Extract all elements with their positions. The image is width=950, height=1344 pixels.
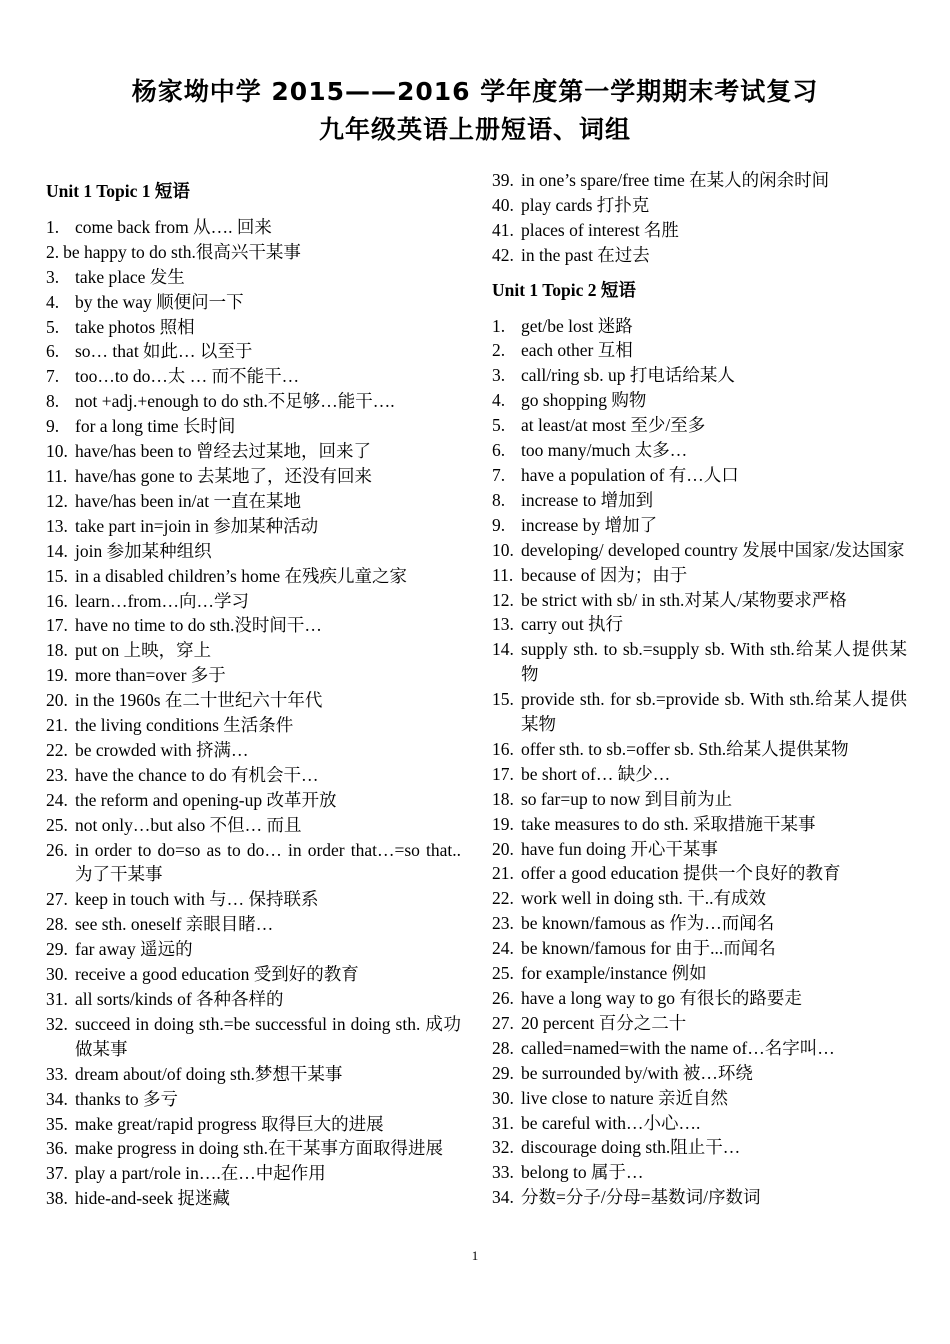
item-text: call/ring sb. up 打电话给某人 [521, 365, 735, 386]
item-number: 4. [492, 390, 506, 411]
item-number: 12. [46, 490, 68, 511]
item-number: 32. [492, 1137, 514, 1158]
list-item [46, 763, 461, 788]
item-text: so… that 如此… 以至于 [75, 341, 253, 362]
item-number: 13. [46, 515, 68, 536]
item-text: have/has been to 曾经去过某地，回来了 [75, 441, 371, 462]
item-number: 21. [492, 863, 514, 884]
item-number: 20. [46, 690, 68, 711]
list-item [492, 687, 907, 737]
item-text: for example/instance 例如 [521, 963, 707, 984]
item-number: 30. [46, 964, 68, 985]
document-title: 杨家坳中学 2015——2016 学年度第一学期期末考试复习 [131, 77, 819, 106]
item-text: work well in doing sth. 干..有成效 [521, 888, 766, 909]
item-text: hide-and-seek 捉迷藏 [75, 1188, 231, 1209]
item-text: take part in=join in 参加某种活动 [75, 515, 319, 536]
list-item [46, 1136, 461, 1161]
list-item [46, 265, 461, 290]
item-text: be strict with sb/ in sth.对某人/某物要求严格 [521, 589, 847, 610]
item-text: play a part/role in….在…中起作用 [75, 1163, 326, 1184]
right-column [492, 168, 907, 1210]
list-item [492, 837, 907, 862]
item-number: 21. [46, 715, 68, 736]
item-text: supply sth. to sb.=supply sb. With sth.给某人提供某物 [521, 639, 907, 685]
item-number: 18. [492, 788, 514, 809]
list-item [46, 564, 461, 589]
list-item [492, 637, 907, 687]
item-text: for a long time 长时间 [75, 416, 236, 437]
item-number: 9. [492, 514, 506, 535]
list-item [492, 737, 907, 762]
item-text: offer a good education 提供一个良好的教育 [521, 863, 841, 884]
list-item [492, 762, 907, 787]
item-number: 18. [46, 640, 68, 661]
item-number: 3. [492, 365, 506, 386]
item-number: 41. [492, 219, 514, 240]
list-item [492, 1036, 907, 1061]
list-item [492, 218, 907, 243]
item-text: have fun doing 开心干某事 [521, 838, 718, 859]
item-number: 4. [46, 291, 60, 312]
item-text: be crowded with 挤满… [75, 739, 249, 760]
item-text: get/be lost 迷路 [521, 315, 633, 336]
phrase-list-topic1-continued [492, 168, 907, 268]
item-text: 分数=分子/分母=基数词/序数词 [521, 1187, 761, 1208]
item-text: thanks to 多亏 [75, 1088, 179, 1109]
item-number: 23. [46, 764, 68, 785]
list-item [492, 388, 907, 413]
item-text: take photos 照相 [75, 316, 195, 337]
item-text: too many/much 太多… [521, 440, 688, 461]
item-text: the living conditions 生活条件 [75, 715, 294, 736]
item-number: 15. [492, 689, 514, 710]
list-item [492, 1011, 907, 1036]
list-item [492, 986, 907, 1011]
item-number: 29. [492, 1062, 514, 1083]
item-number: 33. [492, 1162, 514, 1183]
section-heading-unit1-topic1: Unit 1 Topic 1 短语 [46, 181, 190, 201]
item-number: 11. [46, 465, 68, 486]
item-number: 19. [492, 813, 514, 834]
item-text: learn…from…向…学习 [75, 590, 249, 611]
item-number: 31. [46, 989, 68, 1009]
list-item [492, 314, 907, 339]
item-number: 33. [46, 1063, 68, 1084]
item-number: 27. [46, 889, 68, 910]
list-item [46, 215, 461, 240]
item-text: be short of… 缺少… [521, 763, 671, 784]
item-number: 3. [46, 266, 60, 287]
item-text: not +adj.+enough to do sth.不足够…能干…. [75, 391, 395, 412]
list-item [46, 589, 461, 614]
list-item [46, 315, 461, 340]
item-text: places of interest 名胜 [521, 219, 679, 240]
item-number: 2. [492, 340, 506, 361]
item-text: discourage doing sth.阻止干… [521, 1137, 741, 1158]
item-number: 1. [492, 315, 506, 336]
list-item [492, 812, 907, 837]
item-number: 10. [492, 539, 514, 560]
list-item [492, 861, 907, 886]
item-number: 7. [46, 366, 60, 387]
list-item [492, 588, 907, 613]
item-text: dream about/of doing sth.梦想干某事 [75, 1063, 343, 1084]
list-item [492, 363, 907, 388]
document-subtitle: 九年级英语上册短语、词组 [318, 115, 631, 144]
item-number: 5. [492, 415, 506, 436]
item-number: 8. [46, 391, 60, 412]
item-text: receive a good education 受到好的教育 [75, 964, 359, 985]
item-number: 42. [492, 244, 514, 265]
list-item [46, 987, 461, 1012]
item-text: far away 遥远的 [75, 939, 193, 960]
item-number: 28. [492, 1037, 514, 1058]
list-item [492, 1061, 907, 1086]
list-item [492, 488, 907, 513]
item-text: put on 上映，穿上 [75, 640, 212, 661]
item-text: so far=up to now 到目前为止 [521, 788, 733, 809]
item-number: 39. [492, 170, 514, 190]
list-item [492, 1160, 907, 1185]
item-number: 14. [46, 540, 68, 561]
list-item [46, 937, 461, 962]
item-text: make great/rapid progress 取得巨大的进展 [75, 1113, 384, 1134]
item-number: 8. [492, 489, 506, 510]
item-number: 24. [492, 938, 514, 959]
item-text: be happy to do sth.很高兴干某事 [63, 241, 301, 262]
list-item [46, 838, 461, 888]
item-text: take measures to do sth. 采取措施干某事 [521, 813, 816, 834]
list-item [46, 788, 461, 813]
item-text: in the past 在过去 [521, 244, 650, 265]
list-item [46, 962, 461, 987]
list-item [46, 613, 461, 638]
item-number: 14. [492, 639, 514, 660]
item-number: 24. [46, 789, 68, 810]
item-text: be known/famous for 由于...而闻名 [521, 938, 776, 959]
list-item [46, 339, 461, 364]
item-text: have/has been in/at 一直在某地 [75, 490, 301, 511]
item-number: 34. [46, 1088, 68, 1109]
list-item [46, 663, 461, 688]
item-text: in the 1960s 在二十世纪六十年代 [75, 690, 323, 711]
item-text: be surrounded by/with 被…环绕 [521, 1062, 753, 1083]
item-text: succeed in doing sth.=be successful in doing sth. 成功做某事 [75, 1013, 461, 1059]
list-item [46, 1087, 461, 1112]
item-number: 26. [46, 839, 68, 860]
section-heading-unit1-topic2: Unit 1 Topic 2 短语 [492, 279, 636, 300]
list-item [492, 193, 907, 218]
item-number: 35. [46, 1113, 68, 1134]
item-text: provide sth. for sb.=provide sb. With sth.给某人提供某物 [521, 689, 907, 735]
item-text: in order to do=so as to do… in order that…=so that..为了干某事 [75, 839, 461, 885]
item-number: 19. [46, 665, 68, 686]
list-item [46, 539, 461, 564]
item-text: have a long way to go 有很长的路要走 [521, 988, 802, 1008]
item-number: 6. [492, 440, 506, 461]
item-text: by the way 顺便问一下 [75, 291, 244, 312]
list-item [492, 513, 907, 538]
item-text: have/has gone to 去某地了，还没有回来 [75, 465, 372, 486]
item-number: 7. [492, 464, 506, 485]
list-item [492, 911, 907, 936]
item-number: 16. [46, 590, 68, 611]
item-text: because of 因为；由于 [521, 564, 688, 585]
list-item [46, 514, 461, 539]
item-text: belong to 属于… [521, 1162, 644, 1183]
item-number: 29. [46, 939, 68, 960]
list-item [492, 1135, 907, 1160]
item-number: 17. [46, 615, 68, 636]
item-number: 37. [46, 1163, 68, 1184]
item-number: 25. [46, 814, 68, 835]
item-number: 38. [46, 1188, 68, 1209]
list-item [46, 464, 461, 489]
item-text: too…to do…太 … 而不能干… [75, 366, 300, 387]
list-item [46, 1186, 461, 1211]
item-number: 9. [46, 416, 60, 437]
item-text: live close to nature 亲近自然 [521, 1087, 729, 1108]
item-number: 28. [46, 914, 68, 935]
item-text: carry out 执行 [521, 614, 624, 635]
item-text: make progress in doing sth.在干某事方面取得进展 [75, 1138, 443, 1159]
list-item [492, 338, 907, 363]
list-item [492, 1111, 907, 1136]
item-text: increase to 增加到 [521, 489, 654, 510]
list-item [46, 1161, 461, 1186]
list-item [492, 243, 907, 268]
item-number: 22. [492, 888, 514, 909]
item-text: be known/famous as 作为…而闻名 [521, 913, 775, 934]
list-item [46, 713, 461, 738]
list-item [492, 961, 907, 986]
item-text: 20 percent 百分之二十 [521, 1012, 687, 1033]
item-text: in one’s spare/free time 在某人的闲余时间 [521, 170, 830, 190]
list-item [492, 563, 907, 588]
item-text: called=named=with the name of…名字叫… [521, 1037, 835, 1058]
item-number: 15. [46, 565, 68, 586]
phrase-list-topic1 [46, 215, 461, 1211]
list-item [46, 638, 461, 663]
item-number: 20. [492, 838, 514, 859]
list-item [46, 813, 461, 838]
item-text: join 参加某种组织 [75, 540, 212, 561]
item-text: come back from 从…. 回来 [75, 216, 272, 237]
item-text: in a disabled children’s home 在残疾儿童之家 [75, 565, 407, 586]
item-text: see sth. oneself 亲眼目睹… [75, 914, 274, 935]
item-number: 31. [492, 1112, 514, 1133]
item-text: take place 发生 [75, 266, 185, 287]
item-number: 36. [46, 1138, 68, 1159]
list-item [492, 538, 907, 563]
list-item [46, 439, 461, 464]
phrase-list-topic2 [492, 314, 907, 1211]
item-number: 12. [492, 589, 514, 610]
item-text: not only…but also 不但… 而且 [75, 814, 302, 835]
list-item [492, 168, 907, 193]
item-number: 16. [492, 738, 514, 759]
item-number: 10. [46, 441, 68, 462]
item-number: 23. [492, 913, 514, 934]
item-text: go shopping 购物 [521, 390, 647, 411]
item-number: 13. [492, 614, 514, 635]
item-number: 22. [46, 739, 68, 760]
list-item [46, 912, 461, 937]
item-number: 32. [46, 1013, 68, 1034]
list-item [46, 688, 461, 713]
list-item [46, 887, 461, 912]
list-item [46, 738, 461, 763]
left-column [46, 168, 461, 1211]
list-item [46, 1012, 461, 1062]
list-item [46, 489, 461, 514]
item-text: have no time to do sth.没时间干… [75, 615, 322, 636]
list-item [492, 1086, 907, 1111]
list-item [46, 414, 461, 439]
item-text: have the chance to do 有机会干… [75, 764, 319, 785]
item-number: 2. [46, 241, 60, 262]
item-text: at least/at most 至少/至多 [521, 415, 706, 436]
list-item [492, 612, 907, 637]
item-text: be careful with…小心…. [521, 1112, 701, 1133]
item-text: each other 互相 [521, 340, 633, 361]
item-text: developing/ developed country 发展中国家/发达国家 [521, 539, 905, 560]
item-number: 11. [492, 564, 514, 585]
page-number: 1 [471, 1248, 479, 1263]
item-number: 26. [492, 988, 514, 1008]
list-item [492, 1185, 907, 1210]
item-text: increase by 增加了 [521, 514, 658, 535]
list-item [492, 438, 907, 463]
list-item [46, 364, 461, 389]
item-text: offer sth. to sb.=offer sb. Sth.给某人提供某物 [521, 738, 849, 759]
list-item [46, 389, 461, 414]
list-item [492, 463, 907, 488]
list-item [492, 936, 907, 961]
item-number: 40. [492, 194, 514, 215]
item-text: more than=over 多于 [75, 665, 226, 686]
item-text: have a population of 有…人口 [521, 464, 739, 485]
item-number: 5. [46, 316, 60, 337]
item-number: 17. [492, 763, 514, 784]
list-item [492, 413, 907, 438]
item-text: play cards 打扑克 [521, 194, 650, 215]
item-number: 27. [492, 1012, 514, 1033]
list-item [46, 240, 461, 265]
list-item [492, 787, 907, 812]
item-number: 6. [46, 341, 60, 362]
list-item [46, 290, 461, 315]
item-text: the reform and opening-up 改革开放 [75, 789, 337, 810]
list-item [46, 1062, 461, 1087]
item-number: 30. [492, 1087, 514, 1108]
item-text: all sorts/kinds of 各种各样的 [75, 989, 284, 1009]
item-number: 1. [46, 216, 60, 237]
item-number: 25. [492, 963, 514, 984]
item-text: keep in touch with 与… 保持联系 [75, 889, 319, 910]
list-item [492, 886, 907, 911]
item-number: 34. [492, 1187, 514, 1208]
list-item [46, 1112, 461, 1137]
